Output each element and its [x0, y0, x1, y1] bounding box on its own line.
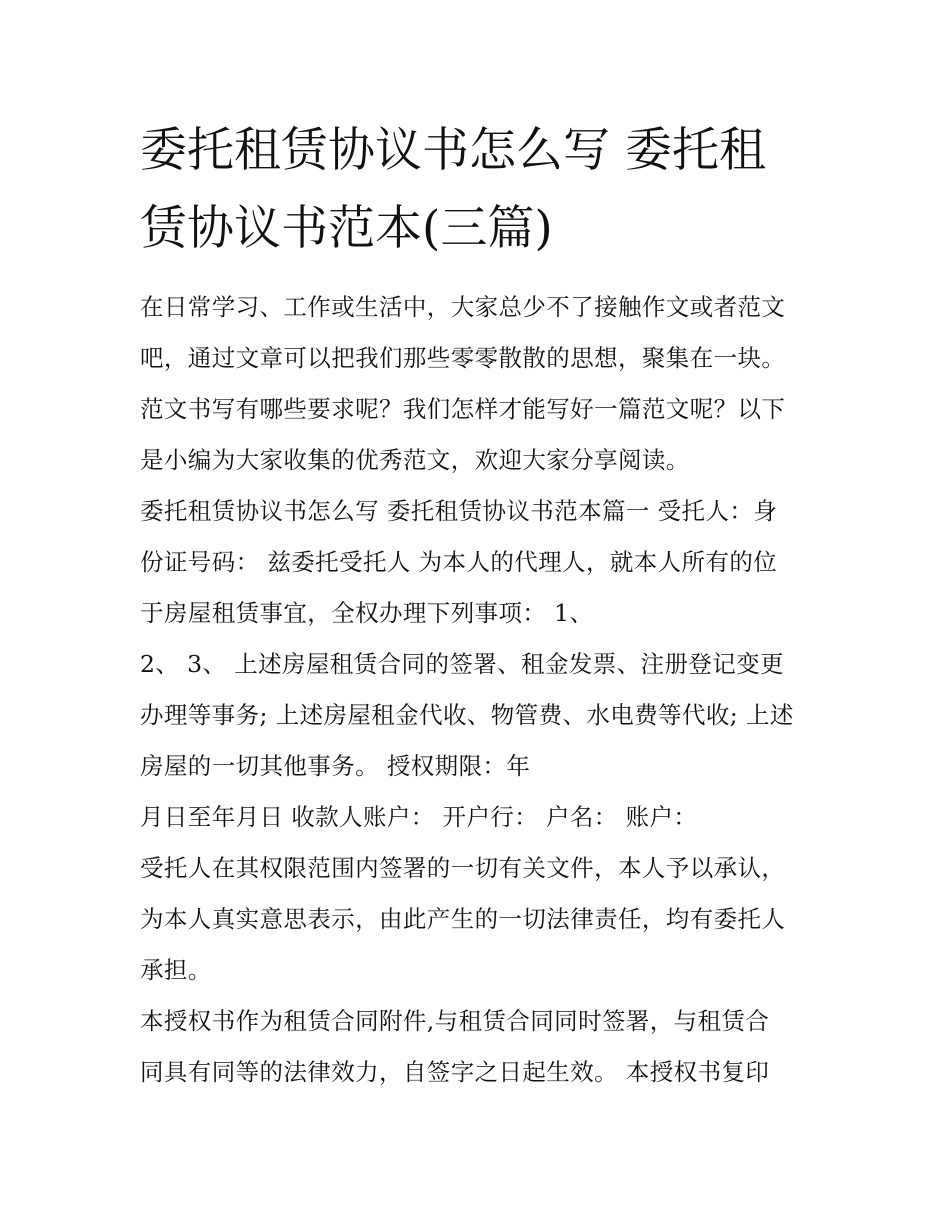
text-line: 本授权书作为租赁合同附件,与租赁合同同时签署，与租赁合: [140, 1007, 770, 1035]
text-line: 在日常学习、工作或生活中，大家总少不了接触作文或者范文: [140, 293, 786, 321]
title-line: 赁协议书范本(三篇): [140, 201, 553, 256]
text-line: 受托人在其权限范围内签署的一切有关文件，本人予以承认，: [140, 854, 786, 882]
title-line: 委托租赁协议书怎么写 委托租: [140, 123, 766, 178]
document-title: [140, 112, 820, 268]
text-line: 办理等事务; 上述房屋租金代收、物管费、水电费等代收; 上述: [140, 701, 794, 729]
matters-paragraph: [140, 639, 820, 792]
text-line: 2、 3、 上述房屋租赁合同的签署、租金发票、注册登记变更: [140, 650, 784, 678]
text-line: 为本人真实意思表示，由此产生的一切法律责任，均有委托人: [140, 905, 786, 933]
text-line: 于房屋租赁事宜，全权办理下列事项： 1、: [140, 599, 594, 627]
text-line: 份证号码： 兹委托受托人 为本人的代理人，就本人所有的位: [140, 548, 778, 576]
liability-paragraph: [140, 843, 820, 996]
text-line: 房屋的一切其他事务。 授权期限：年: [140, 752, 531, 780]
sample-one-paragraph: [140, 486, 820, 639]
text-line: 范文书写有哪些要求呢？我们怎样才能写好一篇范文呢？以下: [140, 395, 786, 423]
account-paragraph: [140, 792, 820, 843]
intro-paragraph: [140, 282, 820, 486]
text-line: 同具有同等的法律效力，自签字之日起生效。 本授权书复印: [140, 1058, 770, 1086]
validity-paragraph: [140, 996, 820, 1098]
text-line: 委托租赁协议书怎么写 委托租赁协议书范本篇一 受托人：身: [140, 497, 778, 525]
text-line: 月日至年月日 收款人账户： 开户行： 户名： 账户：: [140, 803, 698, 831]
text-line: 承担。: [140, 956, 212, 984]
text-line: 是小编为大家收集的优秀范文，欢迎大家分享阅读。: [140, 446, 690, 474]
document-body: [140, 282, 820, 1098]
text-line: 吧，通过文章可以把我们那些零零散散的思想，聚集在一块。: [140, 344, 786, 372]
